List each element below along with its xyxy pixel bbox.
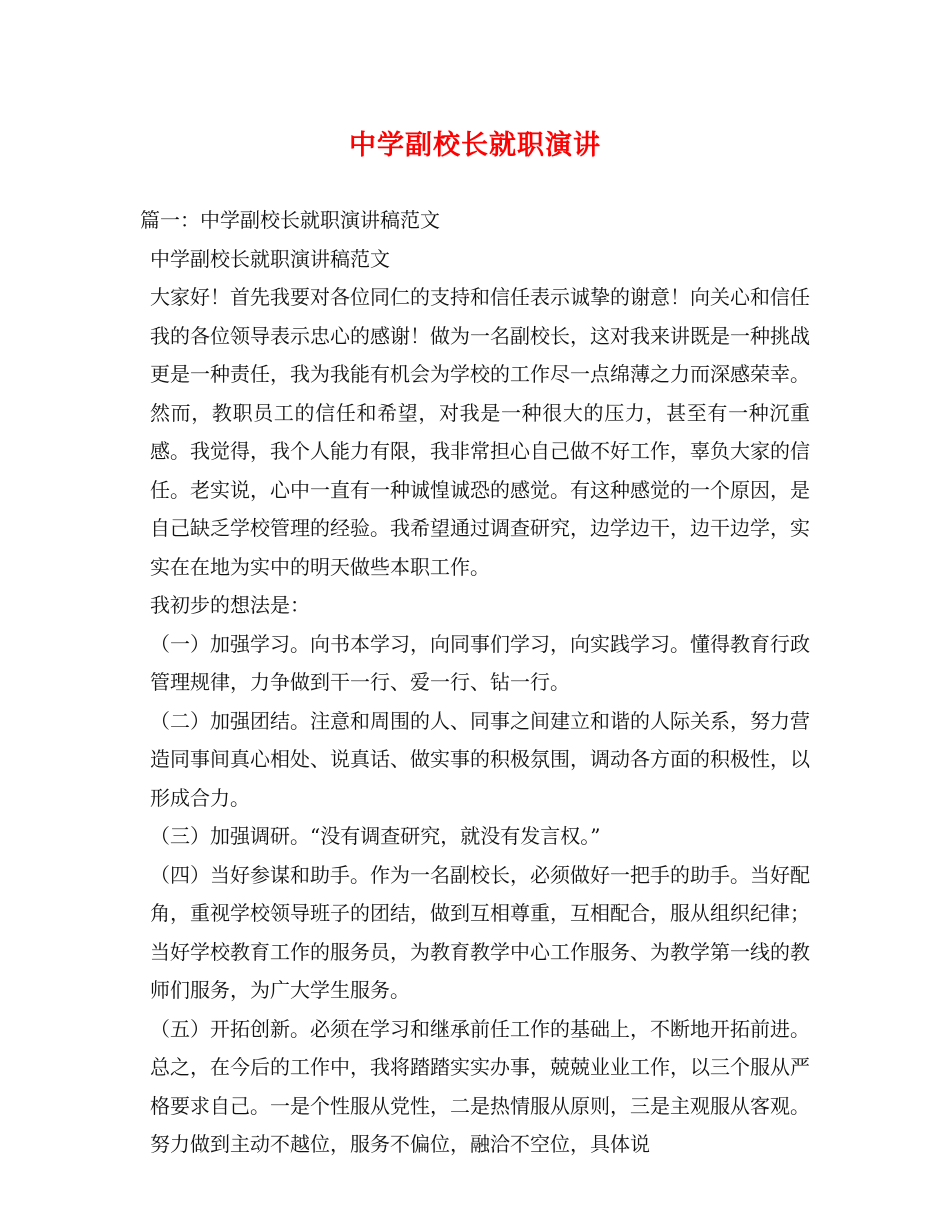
- paragraph-ideas-lead: 我初步的想法是：: [150, 593, 310, 617]
- document-title: 中学副校长就职演讲: [349, 130, 601, 161]
- section-heading: 篇一：中学副校长就职演讲稿范文: [140, 208, 440, 232]
- paragraph-point-3: （三）加强调研。“没有调查研究，就没有发言权。”: [150, 824, 601, 848]
- paragraph-point-4: （四）当好参谋和助手。作为一名副校长，必须做好一把手的助手。当好配角，重视学校领导班子的团结，做到互相尊重，互相配合，服从组织纪律；当好学校教育工作的服务员，为教育教学中心工作服务、为教学第一线的教师们服务，为广大学生服务。: [150, 862, 810, 1002]
- subheading: 中学副校长就职演讲稿范文: [150, 246, 390, 271]
- paragraph-point-2: （二）加强团结。注意和周围的人、同事之间建立和谐的人际关系，努力营造同事间真心相处、说真话、做实事的积极氛围，调动各方面的积极性，以形成合力。: [150, 708, 810, 810]
- document-body: [140, 201, 810, 1164]
- paragraph-intro: 大家好！首先我要对各位同仁的支持和信任表示诚挚的谢意！向关心和信任我的各位领导表示忠心的感谢！做为一名副校长，这对我来讲既是一种挑战更是一种责任，我为我能有机会为学校的工作尽一点绵薄之力而深感荣幸。然而，教职员工的信任和希望，对我是一种很大的压力，甚至有一种沉重感。我觉得，我个人能力有限，我非常担心自己做不好工作，辜负大家的信任。老实说，心中一直有一种诚惶诚恐的感觉。有这种感觉的一个原因，是自己缺乏学校管理的经验。我希望通过调查研究，边学边干，边干边学，实实在在地为实中的明天做些本职工作。: [150, 285, 810, 579]
- paragraph-point-1: （一）加强学习。向书本学习，向同事们学习，向实践学习。懂得教育行政管理规律，力争做到干一行、爱一行、钻一行。: [150, 631, 810, 694]
- paragraph-point-5: （五）开拓创新。必须在学习和继承前任工作的基础上，不断地开拓前进。总之，在今后的工作中，我将踏踏实实办事，兢兢业业工作，以三个服从严格要求自己。一是个性服从党性，二是热情服从原则，三是主观服从客观。努力做到主动不越位，服务不偏位，融洽不空位，具体说: [150, 1016, 810, 1156]
